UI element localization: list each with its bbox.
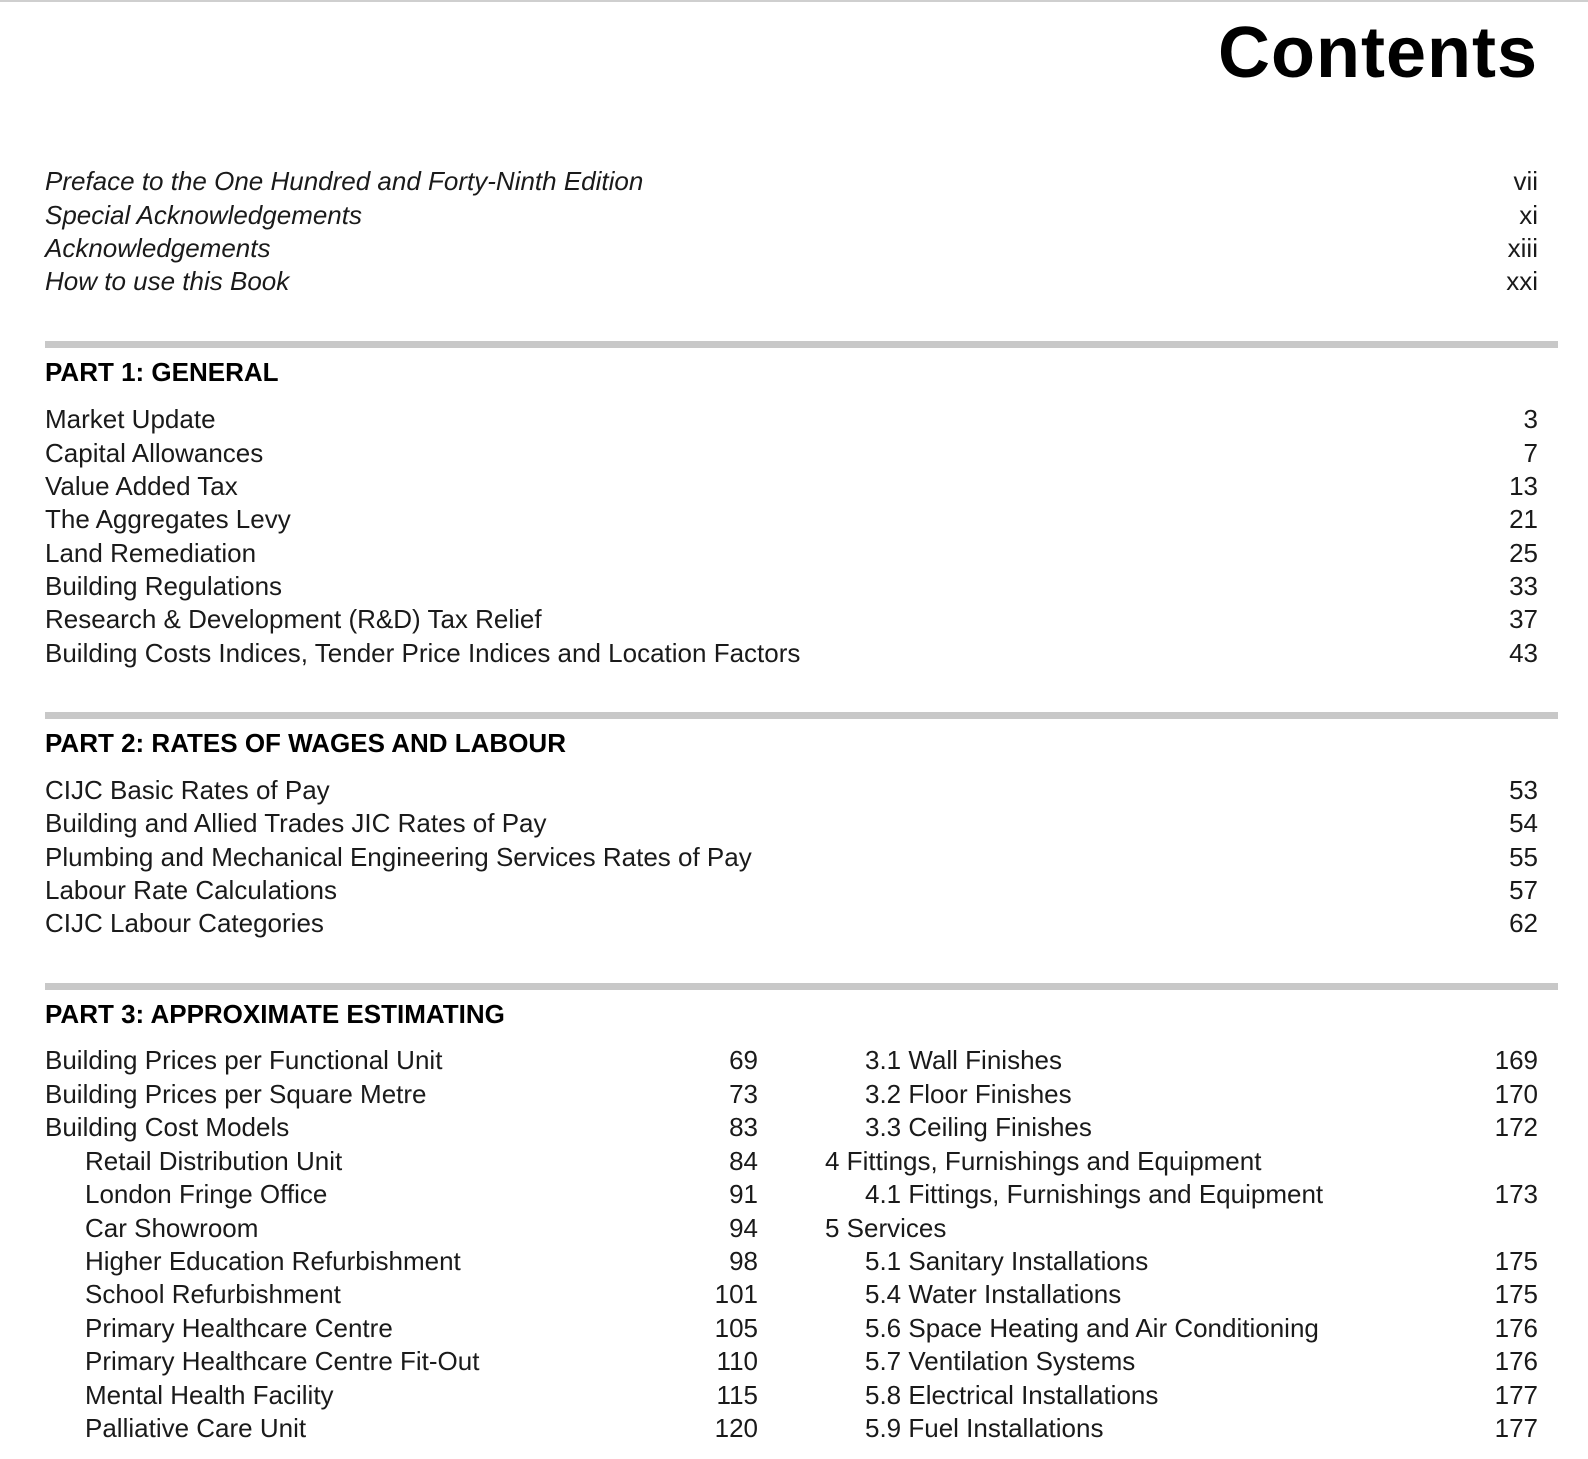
toc-entry[interactable] <box>45 436 1538 470</box>
toc-entry-label: Primary Healthcare Centre Fit-Out <box>85 1346 480 1376</box>
toc-entry-page: vii <box>1513 166 1538 196</box>
toc-entry-label: 5.4 Water Installations <box>865 1279 1122 1309</box>
toc-entry-label: Land Remediation <box>45 538 257 568</box>
toc-entry-page: xxi <box>1506 266 1538 296</box>
toc-entry[interactable] <box>45 773 1538 807</box>
toc-entry-label: How to use this Book <box>45 266 290 296</box>
toc-entry-page: 94 <box>729 1213 758 1243</box>
toc-entry-page: 83 <box>729 1112 758 1142</box>
toc-entry-page: 169 <box>1494 1045 1538 1075</box>
page-title: Contents <box>1218 13 1538 93</box>
toc-entry-label: The Aggregates Levy <box>45 504 291 534</box>
section-divider <box>45 983 1558 990</box>
toc-subentry[interactable] <box>865 1277 1538 1311</box>
toc-entry[interactable] <box>45 536 1538 570</box>
toc-entry-page: 176 <box>1494 1346 1538 1376</box>
toc-entry-label: Building Regulations <box>45 571 283 601</box>
toc-entry-page: 110 <box>716 1346 758 1376</box>
toc-entry-special-acknowledgements[interactable] <box>45 198 1538 232</box>
toc-subentry[interactable] <box>865 1344 1538 1378</box>
toc-entry-label: Value Added Tax <box>45 471 238 501</box>
toc-entry-label: Building Prices per Square Metre <box>45 1079 427 1109</box>
toc-entry-page: 7 <box>1523 438 1538 468</box>
toc-entry[interactable] <box>45 569 1538 603</box>
toc-entry-page: 3 <box>1523 404 1538 434</box>
toc-entry-label: Palliative Care Unit <box>85 1413 307 1443</box>
toc-entry-label: Building and Allied Trades JIC Rates of Pay <box>45 808 547 838</box>
toc-subentry[interactable] <box>865 1378 1538 1412</box>
toc-entry-label: Building Costs Indices, Tender Price Indices and Location Factors <box>45 638 801 668</box>
section-divider <box>45 341 1558 348</box>
toc-entry-page: 176 <box>1494 1313 1538 1343</box>
toc-entry-page: xiii <box>1507 233 1538 263</box>
part-2-heading: PART 2: RATES OF WAGES AND LABOUR <box>45 728 566 758</box>
toc-entry-page: 21 <box>1509 504 1538 534</box>
toc-subentry[interactable] <box>85 1344 758 1378</box>
toc-entry-label: Labour Rate Calculations <box>45 875 337 905</box>
toc-entry[interactable] <box>45 840 1538 874</box>
toc-entry-label: Building Cost Models <box>45 1112 290 1142</box>
toc-entry-page: 43 <box>1509 638 1538 668</box>
toc-subentry[interactable] <box>85 1277 758 1311</box>
toc-entry-page: 37 <box>1509 604 1538 634</box>
toc-entry-page: 170 <box>1494 1079 1538 1109</box>
toc-subentry[interactable] <box>865 1077 1538 1111</box>
part-3-heading: PART 3: APPROXIMATE ESTIMATING <box>45 999 505 1029</box>
toc-entry-page: 115 <box>716 1380 758 1410</box>
toc-entry-label: Higher Education Refurbishment <box>85 1246 461 1276</box>
toc-entry-label: Market Update <box>45 404 216 434</box>
toc-entry-page: 84 <box>729 1146 758 1176</box>
toc-entry-preface[interactable] <box>45 164 1538 198</box>
toc-group-heading[interactable] <box>825 1144 1538 1178</box>
toc-entry-page: 177 <box>1494 1380 1538 1410</box>
toc-entry-label: 4.1 Fittings, Furnishings and Equipment <box>865 1179 1324 1209</box>
toc-entry[interactable] <box>45 1043 758 1077</box>
section-divider <box>45 712 1558 719</box>
toc-entry-label: School Refurbishment <box>85 1279 341 1309</box>
toc-subentry[interactable] <box>865 1110 1538 1144</box>
toc-entry-label: Retail Distribution Unit <box>85 1146 343 1176</box>
toc-entry-page: 53 <box>1509 775 1538 805</box>
toc-entry[interactable] <box>45 636 1538 670</box>
toc-entry-label: 5.1 Sanitary Installations <box>865 1246 1149 1276</box>
toc-entry[interactable] <box>45 502 1538 536</box>
toc-entry-label: Building Prices per Functional Unit <box>45 1045 443 1075</box>
toc-entry-label: Preface to the One Hundred and Forty-Ninth Edition <box>45 166 644 196</box>
toc-entry-page: 69 <box>729 1045 758 1075</box>
toc-entry[interactable] <box>45 402 1538 436</box>
toc-entry-label: 3.2 Floor Finishes <box>865 1079 1072 1109</box>
toc-entry-label: 3.1 Wall Finishes <box>865 1045 1062 1075</box>
part-1-heading: PART 1: GENERAL <box>45 357 279 387</box>
toc-subentry[interactable] <box>85 1411 758 1445</box>
toc-entry-page: 54 <box>1509 808 1538 838</box>
toc-entry-label: CIJC Basic Rates of Pay <box>45 775 330 805</box>
toc-entry[interactable] <box>45 873 1538 907</box>
toc-subentry[interactable] <box>85 1144 758 1178</box>
toc-entry-label: 4 Fittings, Furnishings and Equipment <box>825 1146 1262 1176</box>
toc-entry-label: London Fringe Office <box>85 1179 328 1209</box>
toc-entry-page: 73 <box>729 1079 758 1109</box>
toc-entry-label: Car Showroom <box>85 1213 259 1243</box>
toc-subentry[interactable] <box>865 1244 1538 1278</box>
toc-entry-page: 13 <box>1509 471 1538 501</box>
toc-entry[interactable] <box>45 469 1538 503</box>
toc-subentry[interactable] <box>85 1177 758 1211</box>
toc-entry-label: Capital Allowances <box>45 438 264 468</box>
toc-entry[interactable] <box>45 1110 758 1144</box>
toc-entry-page: 175 <box>1494 1246 1538 1276</box>
toc-entry-label: 5 Services <box>825 1213 947 1243</box>
toc-subentry[interactable] <box>85 1378 758 1412</box>
top-border <box>0 0 1588 2</box>
toc-entry-page: 101 <box>714 1279 758 1309</box>
toc-entry[interactable] <box>45 806 1538 840</box>
toc-entry-page: 98 <box>729 1246 758 1276</box>
toc-entry-page: xi <box>1519 200 1538 230</box>
toc-entry-page: 177 <box>1494 1413 1538 1443</box>
toc-entry-page: 62 <box>1509 908 1538 938</box>
toc-entry-page: 105 <box>714 1313 758 1343</box>
toc-entry-label: Special Acknowledgements <box>45 200 362 230</box>
toc-subentry[interactable] <box>865 1177 1538 1211</box>
toc-entry[interactable] <box>45 1077 758 1111</box>
toc-subentry[interactable] <box>85 1311 758 1345</box>
toc-subentry[interactable] <box>85 1211 758 1245</box>
toc-entry-label: Primary Healthcare Centre <box>85 1313 393 1343</box>
toc-entry-label: Acknowledgements <box>45 233 271 263</box>
toc-entry-label: Research & Development (R&D) Tax Relief <box>45 604 542 634</box>
toc-entry-page: 120 <box>714 1413 758 1443</box>
toc-subentry[interactable] <box>865 1311 1538 1345</box>
toc-entry-label: 5.6 Space Heating and Air Conditioning <box>865 1313 1319 1343</box>
toc-entry-page: 25 <box>1509 538 1538 568</box>
toc-entry-page: 57 <box>1509 875 1538 905</box>
toc-entry-label: CIJC Labour Categories <box>45 908 324 938</box>
toc-entry-acknowledgements[interactable] <box>45 231 1538 265</box>
toc-group-heading[interactable] <box>825 1211 1538 1245</box>
toc-entry-label: 5.7 Ventilation Systems <box>865 1346 1136 1376</box>
toc-entry[interactable] <box>45 602 1538 636</box>
toc-entry-label: 5.9 Fuel Installations <box>865 1413 1104 1443</box>
toc-entry-page: 33 <box>1509 571 1538 601</box>
toc-subentry[interactable] <box>85 1244 758 1278</box>
toc-entry-page: 55 <box>1509 842 1538 872</box>
toc-entry-page: 91 <box>729 1179 758 1209</box>
toc-subentry[interactable] <box>865 1411 1538 1445</box>
toc-subentry[interactable] <box>865 1043 1538 1077</box>
toc-entry[interactable] <box>45 906 1538 940</box>
toc-entry-label: 5.8 Electrical Installations <box>865 1380 1159 1410</box>
toc-entry-how-to-use[interactable] <box>45 264 1538 298</box>
toc-entry-page: 173 <box>1494 1179 1538 1209</box>
toc-entry-page: 172 <box>1494 1112 1538 1142</box>
toc-entry-page: 175 <box>1494 1279 1538 1309</box>
toc-entry-label: Plumbing and Mechanical Engineering Services Rates of Pay <box>45 842 752 872</box>
toc-entry-label: 3.3 Ceiling Finishes <box>865 1112 1092 1142</box>
toc-entry-label: Mental Health Facility <box>85 1380 334 1410</box>
